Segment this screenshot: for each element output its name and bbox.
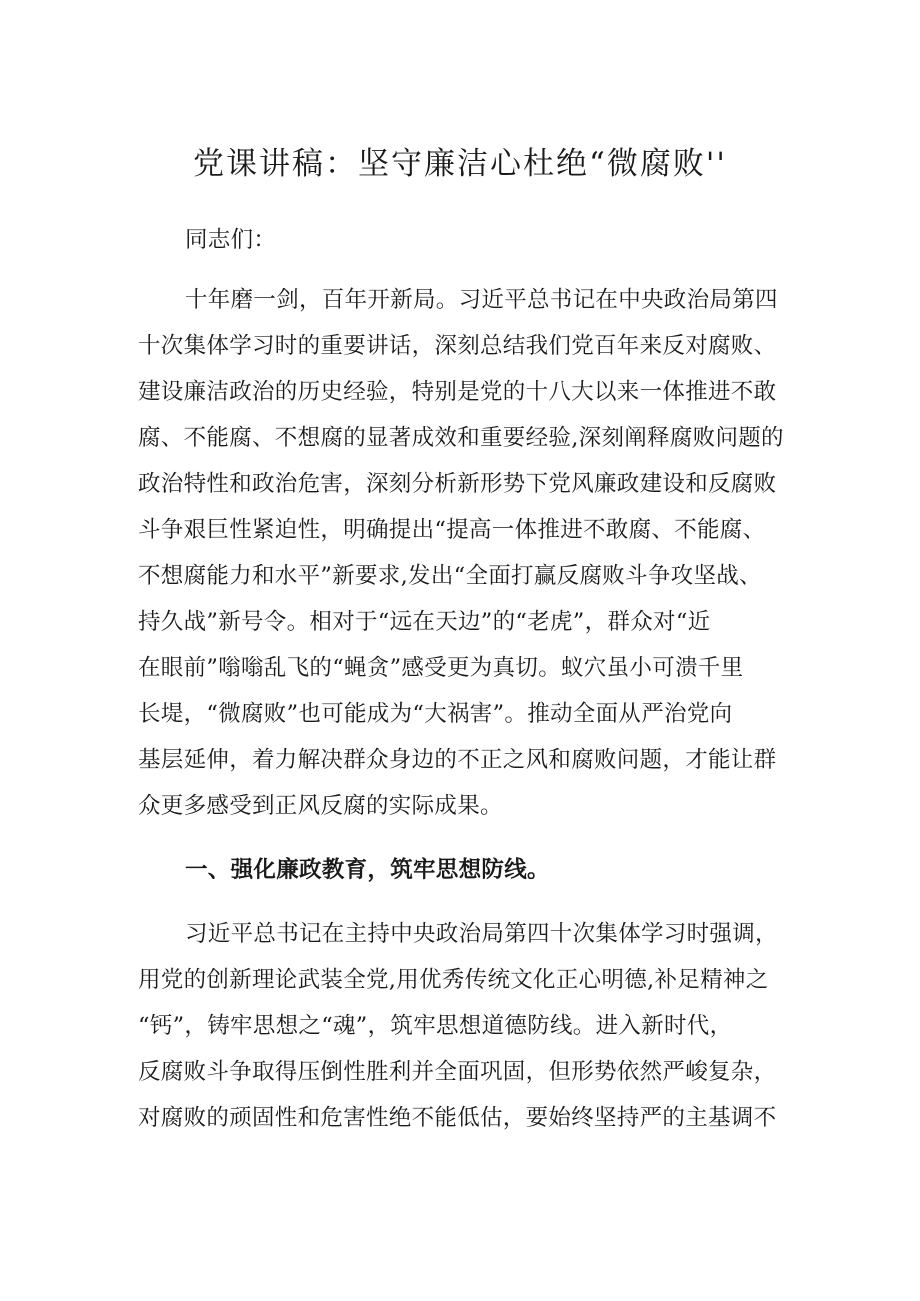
paragraph-line: 基层延伸，着力解决群众身边的不正之风和腐败问题，才能让群 <box>138 747 777 773</box>
paragraph-line: 斗争艰巨性紧迫性，明确提出“提高一体推进不敢腐、不能腐、 <box>138 517 766 543</box>
section-heading: 一、强化廉政教育，筑牢思想防线。 <box>185 857 550 883</box>
paragraph-line: 习近平总书记在主持中央政治局第四十次集体学习时强调， <box>185 921 778 947</box>
paragraph-line: 对腐败的顽固性和危害性绝不能低估，要始终坚持严的主基调不 <box>138 1105 777 1131</box>
paragraph-line: 在眼前”嗡嗡乱飞的“蝇贪”感受更为真切。蚁穴虽小可溃千里 <box>138 655 744 681</box>
paragraph-line: 不想腐能力和水平”新要求,发出“全面打赢反腐败斗争攻坚战、 <box>138 563 762 589</box>
paragraph-line: 十次集体学习时的重要讲话，深刻总结我们党百年来反对腐败、 <box>138 333 777 359</box>
paragraph-line: 腐、不能腐、不想腐的显著成效和重要经验,深刻阐释腐败问题的 <box>138 425 784 451</box>
paragraph-line: “钙”，铸牢思想之“魂”，筑牢思想道德防线。进入新时代， <box>138 1013 733 1039</box>
document-title: 党课讲稿：坚守廉洁心杜绝“微腐败'' <box>193 146 727 182</box>
paragraph-line: 众更多感受到正风反腐的实际成果。 <box>138 793 503 819</box>
paragraph-line: 持久战”新号令。相对于“远在天边”的“老虎”，群众对“近 <box>138 609 711 635</box>
paragraph-line: 建设廉洁政治的历史经验，特别是党的十八大以来一体推进不敢 <box>138 379 777 405</box>
paragraph-line: 十年磨一剑，百年开新局。习近平总书记在中央政治局第四 <box>185 287 778 313</box>
salutation: 同志们： <box>185 227 277 253</box>
paragraph-line: 长堤，“微腐败”也可能成为“大祸害”。推动全面从严治党向 <box>138 701 733 727</box>
paragraph-line: 用党的创新理论武装全党,用优秀传统文化正心明德,补足精神之 <box>138 967 769 993</box>
paragraph-line: 政治特性和政治危害，深刻分析新形势下党风廉政建设和反腐败 <box>138 471 777 497</box>
paragraph-line: 反腐败斗争取得压倒性胜利并全面巩固，但形势依然严峻复杂， <box>138 1059 777 1085</box>
